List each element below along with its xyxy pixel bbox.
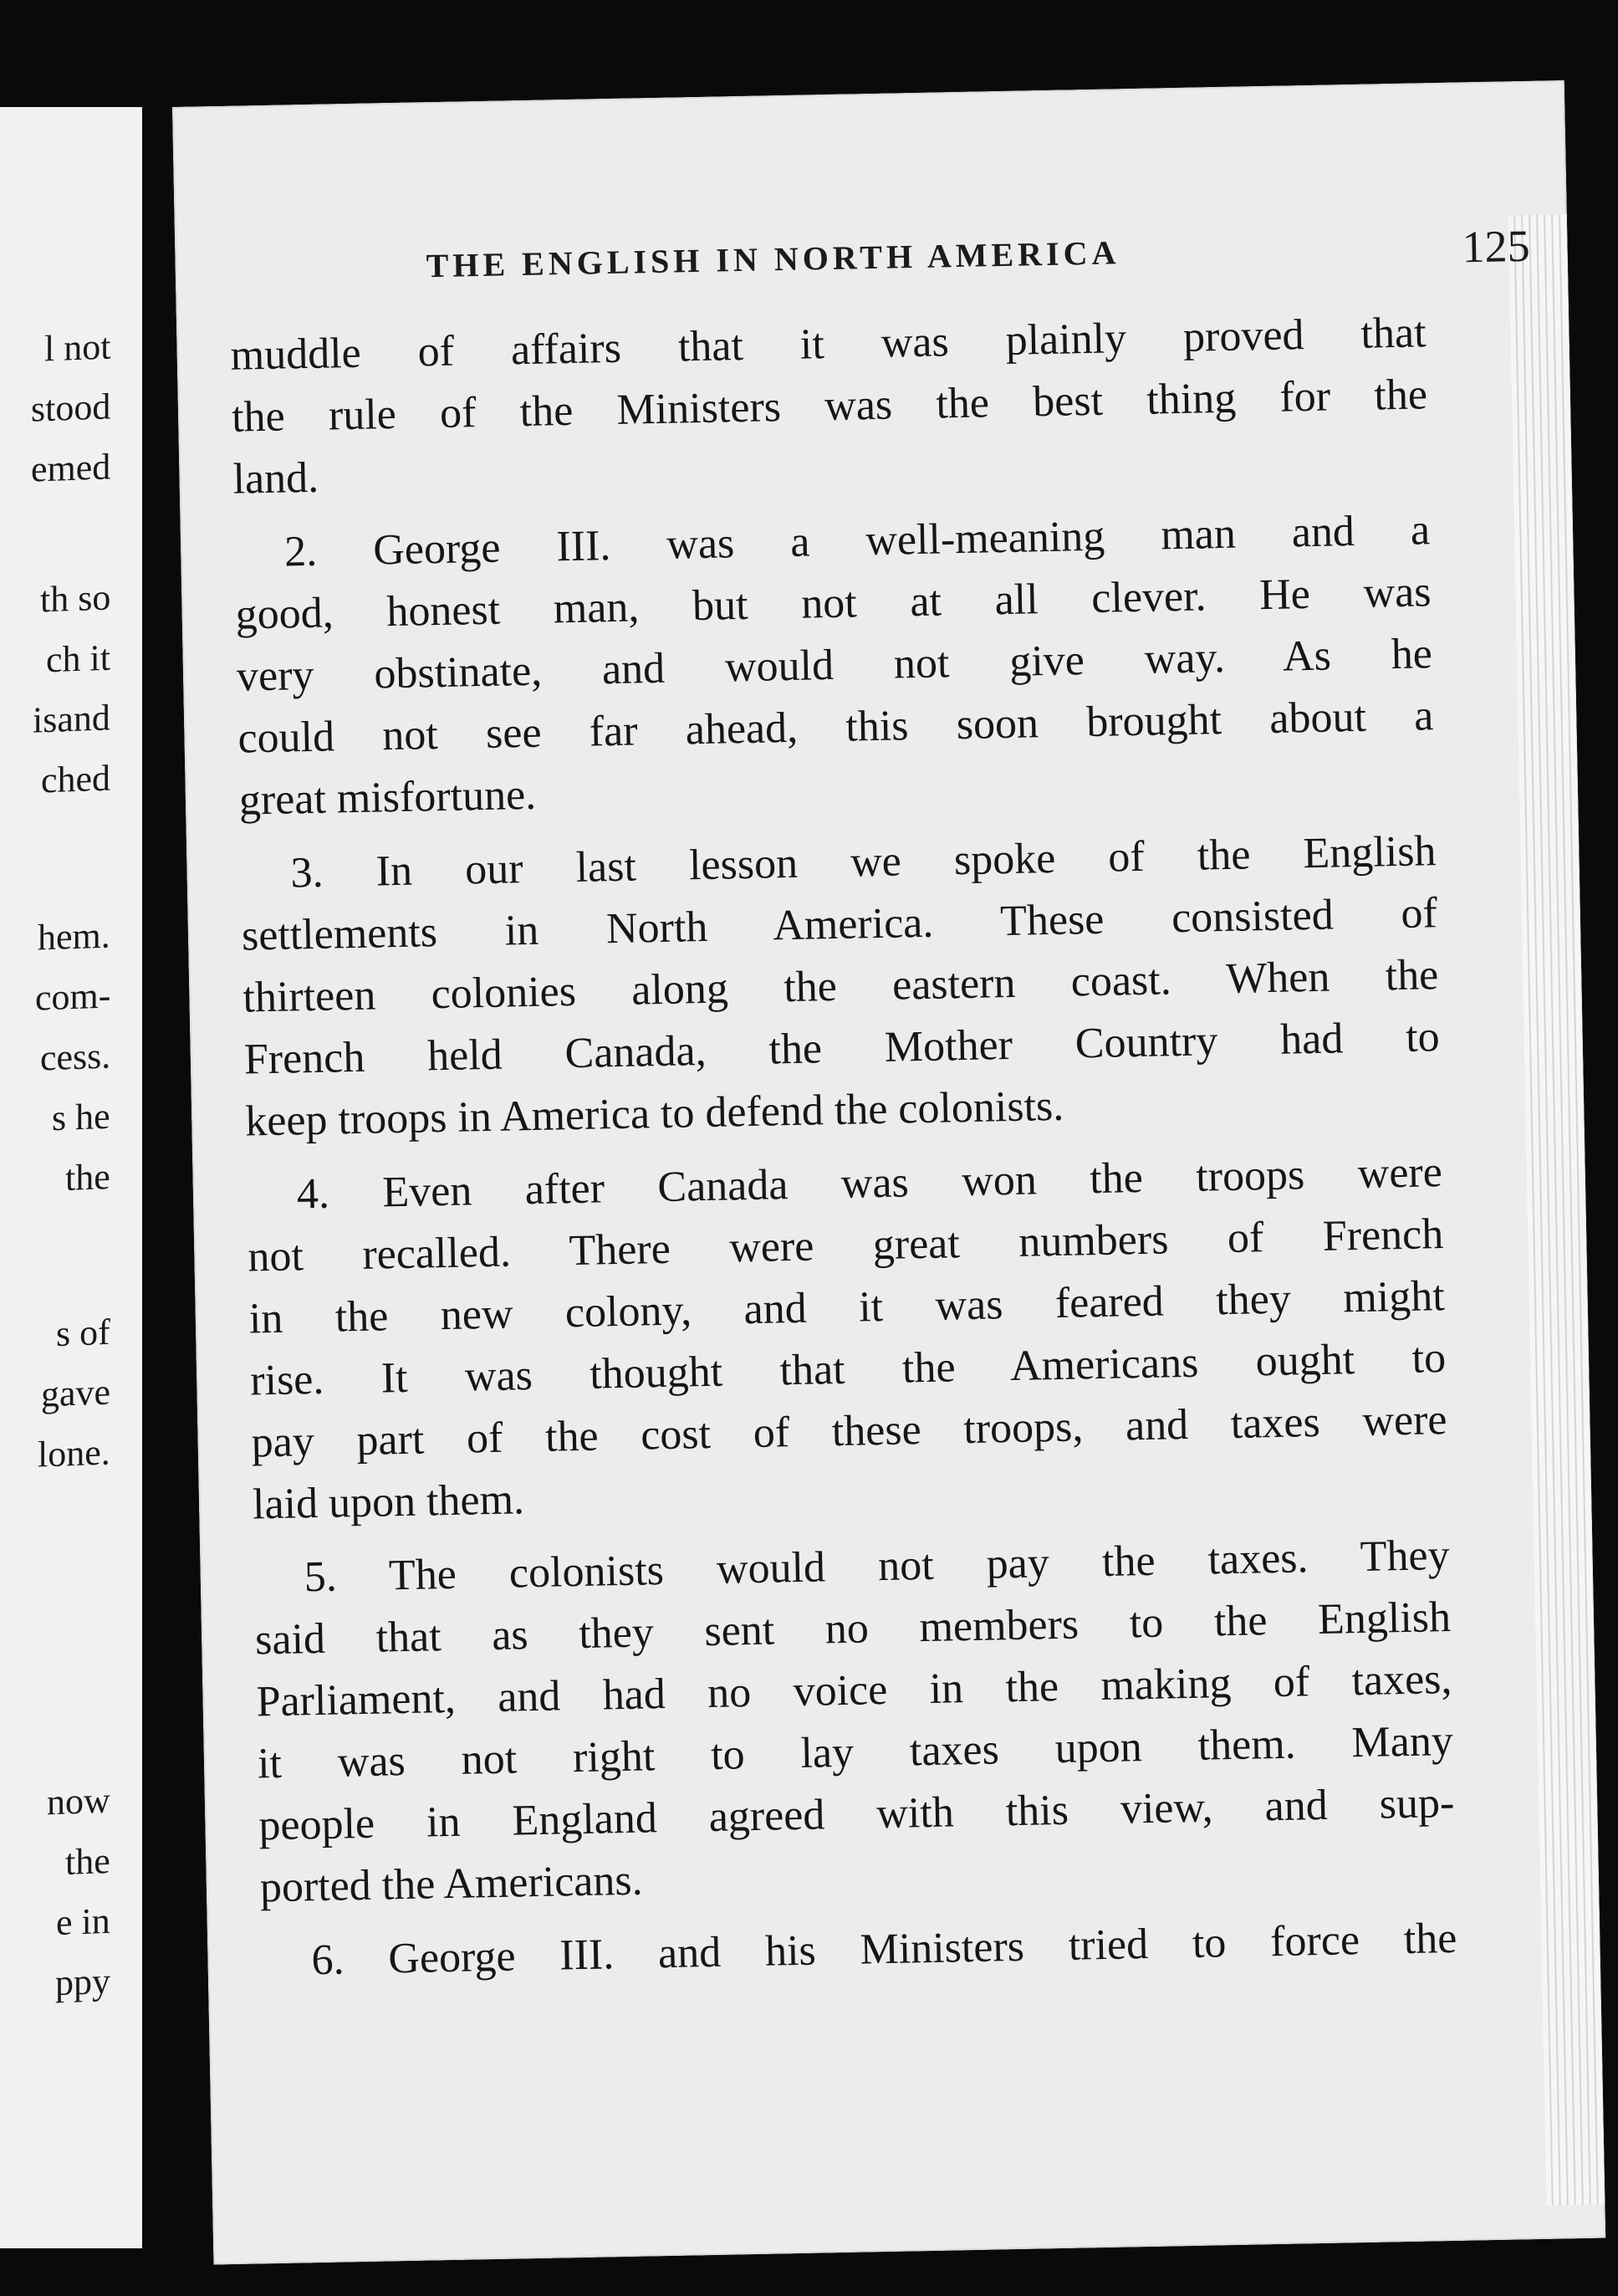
text-line: people in England agreed with this view, and sup- xyxy=(258,1778,1455,1850)
text-line: keep troops in America to defend the colonists. xyxy=(244,1082,1064,1146)
paragraph xyxy=(230,302,1429,510)
text-line: pay part of the cost of these troops, and taxes were xyxy=(251,1396,1447,1467)
text-line: very obstinate, and would not give way. As he xyxy=(236,630,1433,701)
body-text xyxy=(230,302,1457,1992)
facing-line: cess. xyxy=(39,1035,110,1079)
facing-line: ppy xyxy=(55,1960,110,2004)
text-line: great misfortune. xyxy=(238,770,537,825)
facing-line: gave xyxy=(40,1371,110,1415)
running-head xyxy=(426,220,1531,304)
facing-line: isand xyxy=(33,697,110,741)
facing-line: l not xyxy=(43,325,110,370)
text-line: the rule of the Ministers was the best thing for the xyxy=(231,371,1428,442)
facing-page-fragment xyxy=(0,107,145,2248)
facing-line: the xyxy=(65,1840,110,1883)
paragraph xyxy=(240,821,1442,1153)
book-gutter xyxy=(142,107,179,2248)
facing-line: com- xyxy=(34,974,110,1019)
facing-line: ch it xyxy=(46,637,110,681)
text-line: 5. The colonists would not pay the taxes. They xyxy=(304,1531,1451,1602)
facing-line: s he xyxy=(52,1095,110,1139)
text-line: land. xyxy=(232,453,319,504)
facing-line: lone. xyxy=(38,1431,110,1475)
text-line: 3. In our last lesson we spoke of the English xyxy=(290,827,1437,897)
facing-line: ched xyxy=(40,757,110,801)
text-line: 2. George III. was a well-meaning man and a xyxy=(283,506,1431,576)
text-line: 6. George III. and his Ministers tried to force the xyxy=(311,1914,1457,1985)
text-line: muddle of affairs that it was plainly proved that xyxy=(230,309,1427,380)
facing-line: the xyxy=(65,1156,110,1199)
paragraph xyxy=(253,1525,1456,1919)
text-line: thirteen colonies along the eastern coast. When the xyxy=(242,951,1439,1022)
facing-line: now xyxy=(47,1779,110,1823)
facing-line: s of xyxy=(56,1311,110,1355)
book-page xyxy=(172,80,1605,2264)
text-line: settlements in North America. These consisted of xyxy=(241,889,1438,960)
facing-line: e in xyxy=(56,1900,110,1944)
running-title: THE ENGLISH IN NORTH AMERICA xyxy=(426,233,1120,285)
paragraph xyxy=(246,1142,1448,1536)
paragraph xyxy=(234,499,1436,831)
text-line: could not see far ahead, this soon brought about a xyxy=(237,692,1434,763)
text-line: in the new colony, and it was feared they might xyxy=(248,1272,1446,1343)
facing-line: stood xyxy=(30,386,110,430)
text-line: Parliament, and had no voice in the making of taxes, xyxy=(256,1654,1452,1726)
text-line: rise. It was thought that the Americans ought to xyxy=(249,1334,1447,1405)
text-line: 4. Even after Canada was won the troops were xyxy=(296,1148,1443,1219)
text-line: laid upon them. xyxy=(252,1475,525,1529)
text-line: ported the Americans. xyxy=(259,1856,644,1912)
text-line: not recalled. There were great numbers of French xyxy=(247,1210,1444,1281)
text-line: it was not right to lay taxes upon them. Many xyxy=(257,1716,1454,1788)
page-number: 125 xyxy=(1461,220,1531,273)
text-line: said that as they sent no members to the English xyxy=(254,1593,1452,1664)
facing-line: hem. xyxy=(38,914,110,959)
text-line: good, honest man, but not at all clever. He was xyxy=(235,568,1432,639)
facing-line: th so xyxy=(39,576,110,621)
facing-line: emed xyxy=(30,446,110,490)
text-line: French held Canada, the Mother Country had to xyxy=(243,1013,1441,1084)
